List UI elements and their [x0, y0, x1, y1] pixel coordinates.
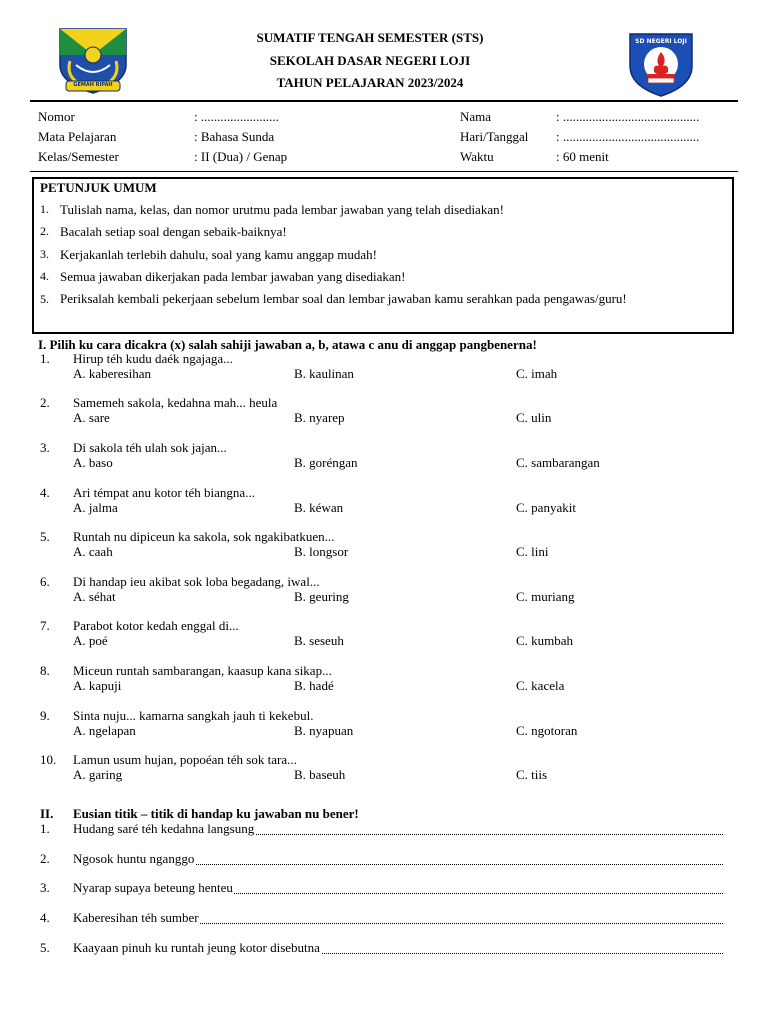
hari-label: Hari/Tanggal — [460, 129, 529, 144]
option-c[interactable]: C. lini — [516, 544, 549, 559]
instruction-number: 1. — [40, 202, 49, 216]
option-a[interactable]: A. garing — [73, 767, 123, 782]
instruction-text: Semua jawaban dikerjakan pada lembar jawaban yang disediakan! — [60, 269, 406, 284]
instruction-number: 3. — [40, 247, 49, 261]
question-text: Runtah nu dipiceun ka sakola, sok ngakibatkuen... — [73, 529, 335, 544]
option-a[interactable]: A. kapuji — [73, 678, 122, 693]
question-number: 6. — [40, 574, 50, 589]
question-text: Miceun runtah sambarangan, kaasup kana sikap... — [73, 663, 332, 678]
option-c[interactable]: C. kumbah — [516, 633, 574, 648]
question-text: Hirup téh kudu daék ngajaga... — [73, 351, 233, 366]
nama-value[interactable]: : .......................................... — [556, 109, 700, 124]
question-item — [40, 351, 740, 385]
option-c[interactable]: C. muriang — [516, 589, 575, 604]
question-item — [40, 663, 740, 697]
fill-in-item — [40, 910, 723, 928]
question-number: 7. — [40, 618, 50, 633]
instructions-title: PETUNJUK UMUM — [40, 180, 157, 195]
question-text: Samemeh sakola, kedahna mah... heula — [73, 395, 278, 410]
question-item — [40, 708, 740, 742]
fill-in-number: 4. — [40, 910, 50, 925]
fill-in-text: Nyarap supaya beteung henteu — [73, 880, 233, 895]
option-a[interactable]: A. séhat — [73, 589, 116, 604]
fill-in-number: 2. — [40, 851, 50, 866]
option-a[interactable]: A. caah — [73, 544, 113, 559]
question-number: 8. — [40, 663, 50, 678]
nama-label: Nama — [460, 109, 492, 124]
question-number: 9. — [40, 708, 50, 723]
fill-in-number: 1. — [40, 821, 50, 836]
option-a[interactable]: A. poé — [73, 633, 108, 648]
section2-title: Eusian titik – titik di handap ku jawaban nu bener! — [73, 806, 359, 821]
question-item — [40, 440, 740, 474]
school-name: SEKOLAH DASAR NEGERI LOJI — [269, 53, 471, 68]
option-c[interactable]: C. ulin — [516, 410, 552, 425]
question-item — [40, 574, 740, 608]
instruction-text: Bacalah setiap soal dengan sebaik-baiknya! — [60, 224, 287, 239]
question-text: Di sakola téh ulah sok jajan... — [73, 440, 227, 455]
info-divider — [30, 171, 738, 172]
question-number: 5. — [40, 529, 50, 544]
option-a[interactable]: A. jalma — [73, 500, 118, 515]
option-b[interactable]: B. hadé — [294, 678, 334, 693]
option-b[interactable]: B. kaulinan — [294, 366, 354, 381]
question-number: 2. — [40, 395, 50, 410]
header-divider — [30, 100, 738, 102]
school-emblem-arc-text: SD NEGERI LOJI — [635, 38, 687, 45]
option-c[interactable]: C. panyakit — [516, 500, 576, 515]
question-text: Lamun usum hujan, popoéan téh sok tara... — [73, 752, 297, 767]
option-a[interactable]: A. sare — [73, 410, 110, 425]
option-a[interactable]: A. baso — [73, 455, 113, 470]
option-b[interactable]: B. nyarep — [294, 410, 345, 425]
fill-in-text: Hudang saré téh kedahna langsung — [73, 821, 255, 836]
fill-in-item — [40, 880, 723, 898]
section2-number: II. — [40, 806, 54, 821]
question-number: 3. — [40, 440, 50, 455]
question-item — [40, 618, 740, 652]
fill-in-text: Ngosok huntu nganggo — [73, 851, 195, 866]
question-number: 4. — [40, 485, 50, 500]
hari-value[interactable]: : .......................................... — [556, 129, 700, 144]
kelas-label: Kelas/Semester — [38, 149, 119, 164]
instruction-number: 2. — [40, 224, 49, 238]
regency-emblem-banner: GEMAH RIPAH — [73, 82, 113, 88]
fill-in-item — [40, 851, 723, 869]
instructions-box — [32, 177, 734, 334]
nomor-label: Nomor — [38, 109, 75, 124]
option-a[interactable]: A. kaberesihan — [73, 366, 151, 381]
academic-year: TAHUN PELAJARAN 2023/2024 — [276, 75, 464, 90]
instruction-text: Tulislah nama, kelas, dan nomor urutmu pada lembar jawaban yang telah disediakan! — [60, 202, 504, 217]
instruction-number: 4. — [40, 269, 49, 283]
instruction-text: Kerjakanlah terlebih dahulu, soal yang kamu anggap mudah! — [60, 247, 377, 262]
option-b[interactable]: B. goréngan — [294, 455, 358, 470]
question-item — [40, 752, 740, 786]
fill-in-item — [40, 940, 723, 958]
question-item — [40, 485, 740, 519]
fill-in-item — [40, 821, 723, 839]
question-text: Sinta nuju... kamarna sangkah jauh ti kekebul. — [73, 708, 314, 723]
fill-in-text: Kaayaan pinuh ku runtah jeung kotor disebutna — [73, 940, 320, 955]
option-a[interactable]: A. ngelapan — [73, 723, 136, 738]
nomor-value[interactable]: : ........................ — [194, 109, 279, 124]
instruction-number: 5. — [40, 292, 49, 306]
question-item — [40, 395, 740, 429]
section1-title: I. Pilih ku cara dicakra (x) salah sahiji jawaban a, b, atawa c anu di anggap pangbenerna! — [38, 337, 537, 352]
option-b[interactable]: B. baseuh — [294, 767, 346, 782]
mapel-value: : Bahasa Sunda — [194, 129, 275, 144]
option-b[interactable]: B. longsor — [294, 544, 349, 559]
fill-in-number: 5. — [40, 940, 50, 955]
option-b[interactable]: B. nyapuan — [294, 723, 354, 738]
option-b[interactable]: B. geuring — [294, 589, 349, 604]
waktu-value: : 60 menit — [556, 149, 609, 164]
question-text: Ari témpat anu kotor téh biangna... — [73, 485, 255, 500]
fill-in-text: Kaberesihan téh sumber — [73, 910, 199, 925]
option-c[interactable]: C. kacela — [516, 678, 565, 693]
option-c[interactable]: C. tiis — [516, 767, 548, 782]
question-number: 1. — [40, 351, 50, 366]
fill-in-number: 3. — [40, 880, 50, 895]
option-c[interactable]: C. ngotoran — [516, 723, 578, 738]
question-text: Parabot kotor kedah enggal di... — [73, 618, 239, 633]
question-item — [40, 529, 740, 563]
option-c[interactable]: C. imah — [516, 366, 558, 381]
exam-title: SUMATIF TENGAH SEMESTER (STS) — [256, 30, 484, 45]
option-c[interactable]: C. sambarangan — [516, 455, 600, 470]
mapel-label: Mata Pelajaran — [38, 129, 117, 144]
question-text: Di handap ieu akibat sok loba begadang, iwal... — [73, 574, 320, 589]
option-b[interactable]: B. kéwan — [294, 500, 344, 515]
question-number: 10. — [40, 752, 57, 767]
kelas-value: : II (Dua) / Genap — [194, 149, 288, 164]
instruction-text: Periksalah kembali pekerjaan sebelum lembar soal dan lembar jawaban kamu serahkan pada pengawas/guru! — [60, 291, 627, 306]
option-b[interactable]: B. seseuh — [294, 633, 344, 648]
waktu-label: Waktu — [460, 149, 494, 164]
